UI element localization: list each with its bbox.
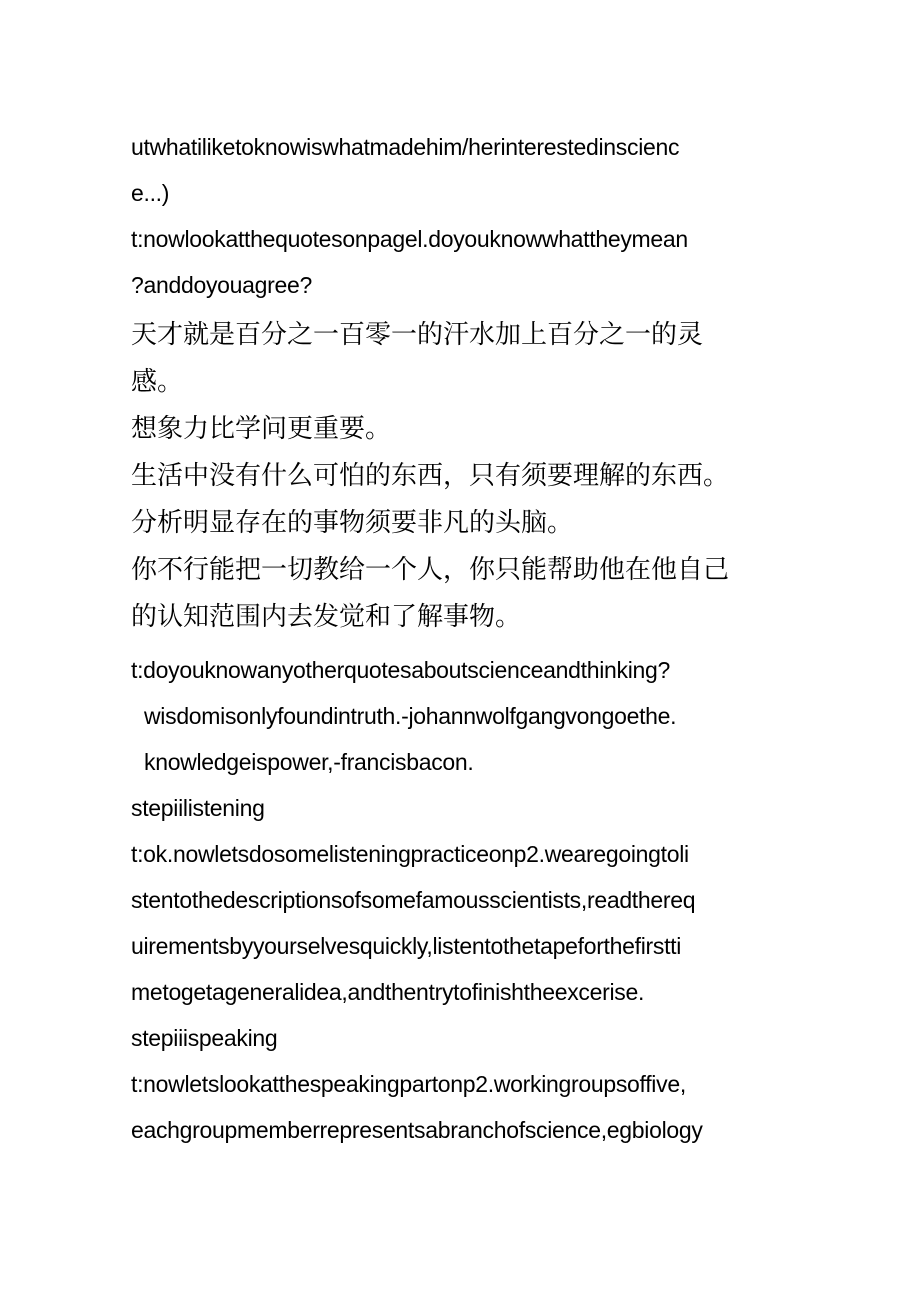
quote-example: knowledgeispower,-francisbacon. xyxy=(144,749,474,775)
quote-line: 感。 xyxy=(131,367,184,397)
text-line: e...) xyxy=(131,180,170,206)
document-body xyxy=(131,124,791,1153)
text-line: uirementsbyyourselvesquickly,listentothetapeforthefirstti xyxy=(131,933,682,959)
section-heading: stepiilistening xyxy=(131,795,265,821)
section-heading: stepiiispeaking xyxy=(131,1025,278,1051)
text-line: eachgroupmemberrepresentsabranchofscience,egbiology xyxy=(131,1117,703,1143)
text-line: utwhatiliketoknowiswhatmadehim/herinterestedinscienc xyxy=(131,134,680,160)
text-line: metogetageneralidea,andthentrytofinishtheexcerise. xyxy=(131,979,645,1005)
quote-line: 的认知范围内去发觉和了解事物。 xyxy=(131,602,522,632)
quote-line: 天才就是百分之一百零一的汗水加上百分之一的灵 xyxy=(131,320,704,350)
quote-line: 分析明显存在的事物须要非凡的头脑。 xyxy=(131,508,574,538)
quote-example: wisdomisonlyfoundintruth.-johannwolfgangvongoethe. xyxy=(144,703,677,729)
text-line: t:doyouknowanyotherquotesaboutscienceandthinking? xyxy=(131,657,670,683)
text-line: ?anddoyouagree? xyxy=(131,272,312,298)
quote-line: 你不行能把一切教给一个人，你只能帮助他在他自己 xyxy=(131,555,730,585)
quote-line: 想象力比学问更重要。 xyxy=(131,414,392,444)
text-line: t:nowlookatthequotesonpagel.doyouknowwhattheymean xyxy=(131,226,688,252)
text-line: stentothedescriptionsofsomefamousscientists,readthereq xyxy=(131,887,696,913)
text-line: t:ok.nowletsdosomelisteningpracticeonp2.wearegoingtoli xyxy=(131,841,689,867)
text-line: t:nowletslookatthespeakingpartonp2.workingroupsoffive, xyxy=(131,1071,686,1097)
quote-line: 生活中没有什么可怕的东西，只有须要理解的东西。 xyxy=(131,461,730,491)
